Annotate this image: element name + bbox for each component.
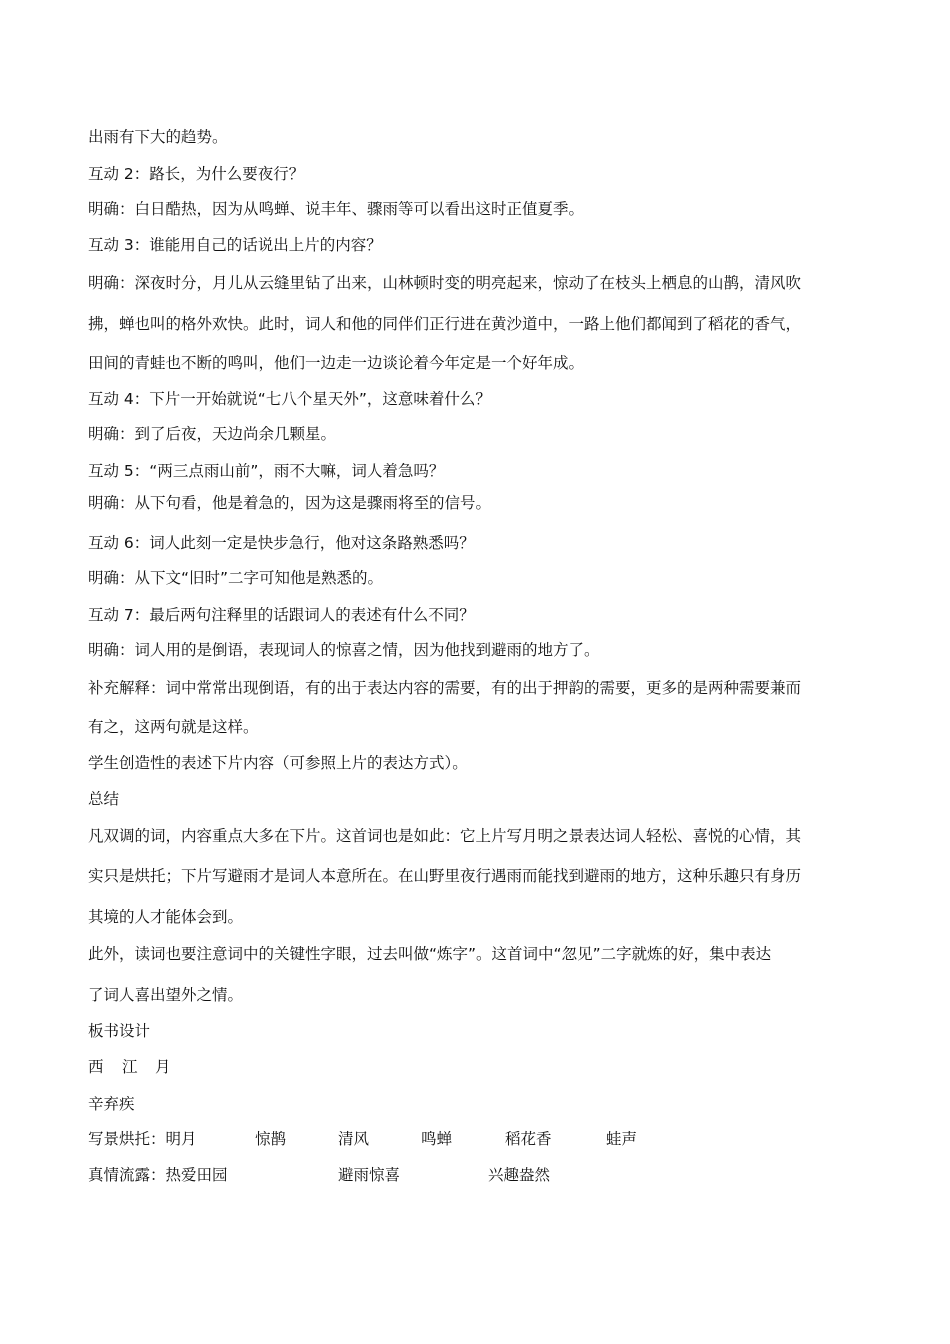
scene-item: 清风: [338, 1130, 370, 1148]
text-line: 学生创造性的表述下片内容（可参照上片的表达方式）。: [88, 754, 468, 772]
text-line: 了词人喜出望外之情。: [88, 986, 244, 1004]
text-line: 明确：从下文“旧时”二字可知他是熟悉的。: [88, 569, 384, 587]
text-line: 此外，读词也要注意词中的关键性字眼，过去叫做“炼字”。这首词中“忽见”二字就炼的好，集中表达: [88, 945, 772, 963]
title-char: 江: [122, 1058, 138, 1076]
emotion-item: 兴趣盎然: [488, 1166, 551, 1184]
poem-author: 辛弃疾: [88, 1095, 135, 1113]
text-line: 其境的人才能体会到。: [88, 908, 244, 926]
text-line: 明确：到了后夜，天边尚余几颗星。: [88, 425, 337, 443]
text-line: 互动 6：词人此刻一定是快步急行，他对这条路熟悉吗？: [88, 534, 475, 552]
emotion-label: 真情流露：热爱田园: [88, 1166, 228, 1184]
text-line: 补充解释：词中常常出现倒语，有的出于表达内容的需要，有的出于押韵的需要，更多的是两种需要兼而: [88, 679, 802, 697]
text-line: 拂，蝉也叫的格外欢快。此时，词人和他的同伴们正行进在黄沙道中，一路上他们都闻到了稻花的香气，: [88, 315, 802, 333]
title-char: 西: [88, 1058, 104, 1076]
title-char: 月: [155, 1058, 171, 1076]
text-line: 明确：从下句看，他是着急的，因为这是骤雨将至的信号。: [88, 494, 492, 512]
scene-row: [88, 1129, 868, 1149]
text-line: 明确：白日酷热，因为从鸣蝉、说丰年、骤雨等可以看出这时正值夏季。: [88, 200, 585, 218]
section-heading: 总结: [88, 790, 120, 808]
scene-item: 蛙声: [606, 1130, 638, 1148]
text-line: 互动 7：最后两句注释里的话跟词人的表述有什么不同？: [88, 606, 475, 624]
text-line: 明确：深夜时分，月儿从云缝里钻了出来，山林顿时变的明亮起来，惊动了在枝头上栖息的山鹊，清风吹: [88, 274, 802, 292]
text-line: 实只是烘托；下片写避雨才是词人本意所在。在山野里夜行遇雨而能找到避雨的地方，这种乐趣只有身历: [88, 867, 802, 885]
text-line: 明确：词人用的是倒语，表现词人的惊喜之情，因为他找到避雨的地方了。: [88, 641, 600, 659]
text-line: 有之，这两句就是这样。: [88, 718, 259, 736]
text-line: 互动 4：下片一开始就说“七八个星天外”，这意味着什么？: [88, 390, 491, 408]
scene-label: 写景烘托：明月: [88, 1130, 197, 1148]
text-line: 凡双调的词，内容重点大多在下片。这首词也是如此：它上片写月明之景表达词人轻松、喜悦的心情，其: [88, 827, 802, 845]
text-line: 互动 2：路长，为什么要夜行？: [88, 165, 305, 183]
scene-item: 鸣蝉: [421, 1130, 453, 1148]
text-line: 互动 5：“两三点雨山前”，雨不大嘛，词人着急吗？: [88, 462, 445, 480]
emotion-row: [88, 1165, 868, 1185]
text-line: 互动 3：谁能用自己的话说出上片的内容？: [88, 236, 382, 254]
text-line: 田间的青蛙也不断的鸣叫，他们一边走一边谈论着今年定是一个好年成。: [88, 354, 585, 372]
emotion-item: 避雨惊喜: [338, 1166, 401, 1184]
poem-title: [88, 1057, 868, 1077]
text-line: 出雨有下大的趋势。: [88, 128, 228, 146]
scene-item: 惊鹊: [255, 1130, 287, 1148]
section-heading: 板书设计: [88, 1022, 151, 1040]
scene-item: 稻花香: [505, 1130, 552, 1148]
